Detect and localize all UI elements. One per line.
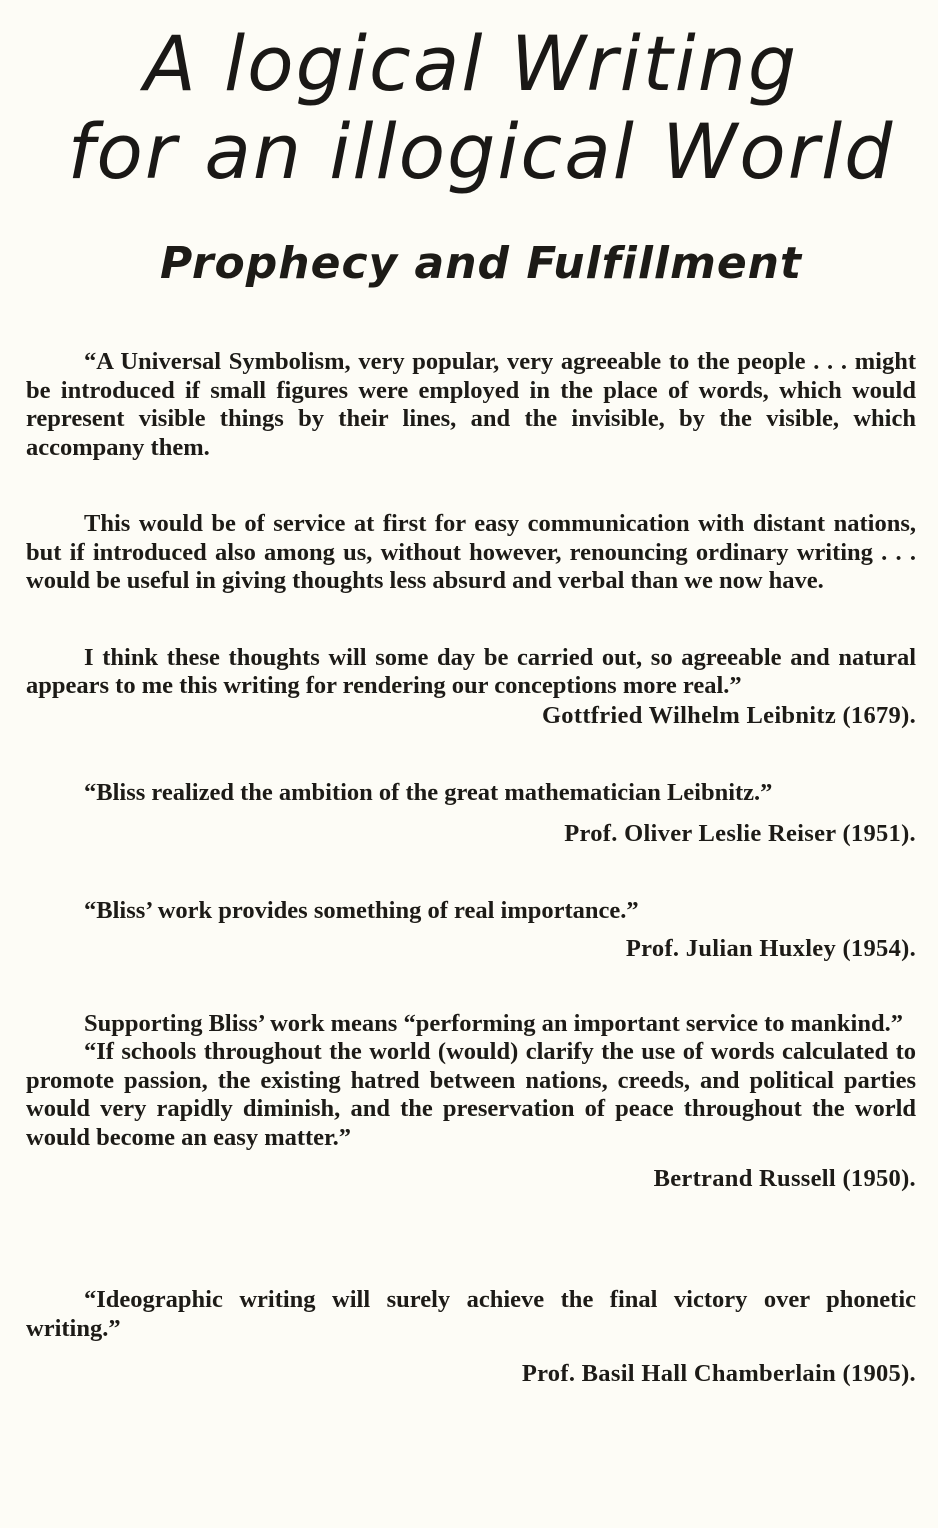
huxley-quote: “Bliss’ work provides something of real importance.” — [84, 897, 639, 924]
attribution-leibnitz: Gottfried Wilhelm Leibnitz (1679). — [541, 701, 916, 729]
attribution-russell: Bertrand Russell (1950). — [653, 1165, 916, 1192]
leibnitz-quote-paragraph-2: This would be of service at first for easy communication with distant nations, but if introduced also among us, without however, renouncing ordinary writing . . . would be useful in giving thoughts less absurd and verbal than we now have. — [26, 510, 916, 594]
leibnitz-quote-paragraph-1: “A Universal Symbolism, very popular, very agreeable to the people . . . might be introduced if small figures were employed in the place of words, which would represent visible things by their lines, and the invisible, by the visible, which accompany them. — [26, 348, 916, 461]
attribution-reiser: Prof. Oliver Leslie Reiser (1951). — [564, 820, 916, 847]
reiser-quote: “Bliss realized the ambition of the great mathematician Leibnitz.” — [84, 778, 773, 806]
attribution-huxley: Prof. Julian Huxley (1954). — [625, 934, 916, 962]
russell-quote-paragraph-2: “If schools throughout the world (would) clarify the use of words calculated to promote passion, the existing hatred between nations, creeds, and political parties would very rapidly diminish, and the preservation of peace throughout the world would become an easy matter.” — [26, 1038, 916, 1151]
title-line-1: A logical Writing — [143, 19, 799, 108]
title-line-2: for an illogical World — [67, 107, 895, 196]
page-subtitle: Prophecy and Fulfillment — [159, 238, 803, 289]
leibnitz-quote-paragraph-3: I think these thoughts will some day be carried out, so agreeable and natural appears to me this writing for rendering our conceptions more real.” — [26, 643, 916, 699]
attribution-chamberlain: Prof. Basil Hall Chamberlain (1905). — [521, 1360, 916, 1387]
page-title — [26, 20, 916, 196]
russell-quote-paragraph-1: Supporting Bliss’ work means “performing an important service to mankind.” — [84, 1009, 903, 1037]
chamberlain-quote: “Ideographic writing will surely achieve the final victory over phonetic writing.” — [26, 1286, 916, 1342]
